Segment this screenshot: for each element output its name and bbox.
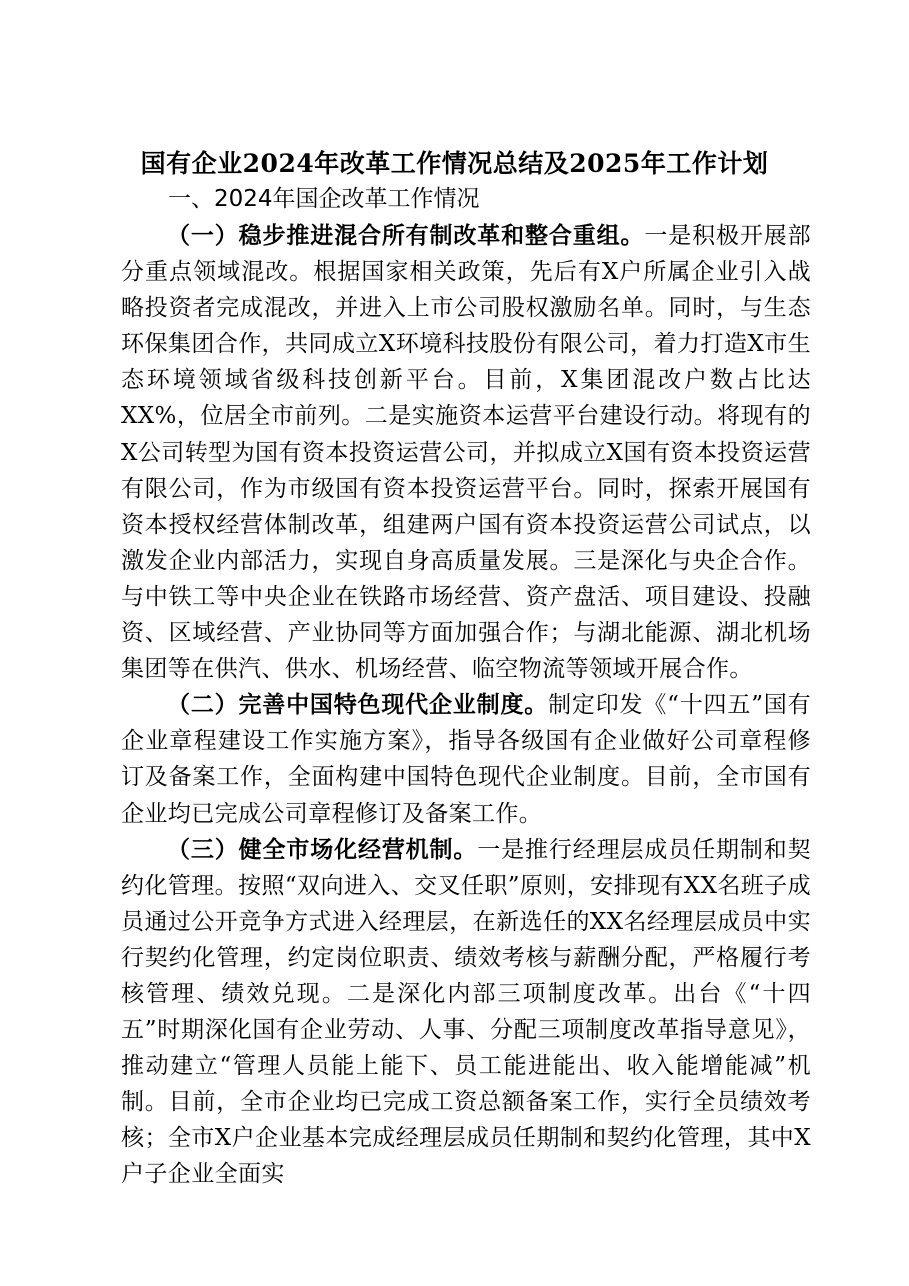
paragraph-text: 一是积极开展部分重点领域混改。根据国家相关政策，先后有X户所属企业引入战略投资者完成混改，并进入上市公司股权激励名单。同时，与生态环保集团合作，共同成立X环境科技股份有限公司，着力打造X市生态环境领域省级科技创新平台。目前，X集团混改户数占比达XX%，位居全市前列。二是实施资本运营平台建设行动。将现有的X公司转型为国有资本投资运营公司，并拟成立X国有资本投资运营有限公司，作为市级国有资本投资运营平台。同时，探索开展国有资本授权经营体制改革，组建两户国有资本投资运营公司试点，以激发企业内部活力，实现自身高质量发展。三是深化与央企合作。与中铁工等中央企业在铁路市场经营、资产盘活、项目建设、投融资、区域经营、产业协同等方面加强合作；与湖北能源、湖北机场集团等在供汽、供水、机场经营、临空物流等领域开展合作。: [121, 223, 811, 683]
paragraph: [121, 218, 811, 687]
paragraph-heading: （二）完善中国特色现代企业制度。: [167, 691, 549, 719]
section-heading: 一、2024年国企改革工作情况: [168, 186, 480, 212]
paragraph-heading: （一）稳步推进混合所有制改革和整合重组。: [167, 222, 645, 249]
document-body: [121, 218, 811, 1193]
paragraph-text: 制定印发《“十四五”国有企业章程建设工作实施方案》，指导各级国有企业做好公司章程修订及备案工作，全面构建中国特色现代企业制度。目前，全市国有企业均已完成公司章程修订及备案工作。: [121, 692, 811, 827]
paragraph-text: 一是推行经理层成员任期制和契约化管理。按照“双向进入、交叉任职”原则，安排现有XX名班子成员通过公开竞争方式进入经理层，在新选任的XX名经理层成员中实行契约化管理，约定岗位职责、绩效考核与薪酬分配，严格履行考核管理、绩效兑现。二是深化内部三项制度改革。出台《“十四五”时期深化国有企业劳动、人事、分配三项制度改革指导意见》，推动建立“管理人员能上能下、员工能进能出、收入能增能减”机制。目前，全市企业均已完成工资总额备案工作，实行全员绩效考核；全市X户企业基本完成经理层成员任期制和契约化管理，其中X户子企业全面实: [121, 836, 811, 1188]
document-title: 国有企业2024年改革工作情况总结及2025年工作计划: [140, 149, 769, 178]
paragraph: [121, 687, 811, 831]
paragraph-heading: （三）健全市场化经营机制。: [167, 835, 478, 863]
paragraph: [121, 832, 811, 1193]
